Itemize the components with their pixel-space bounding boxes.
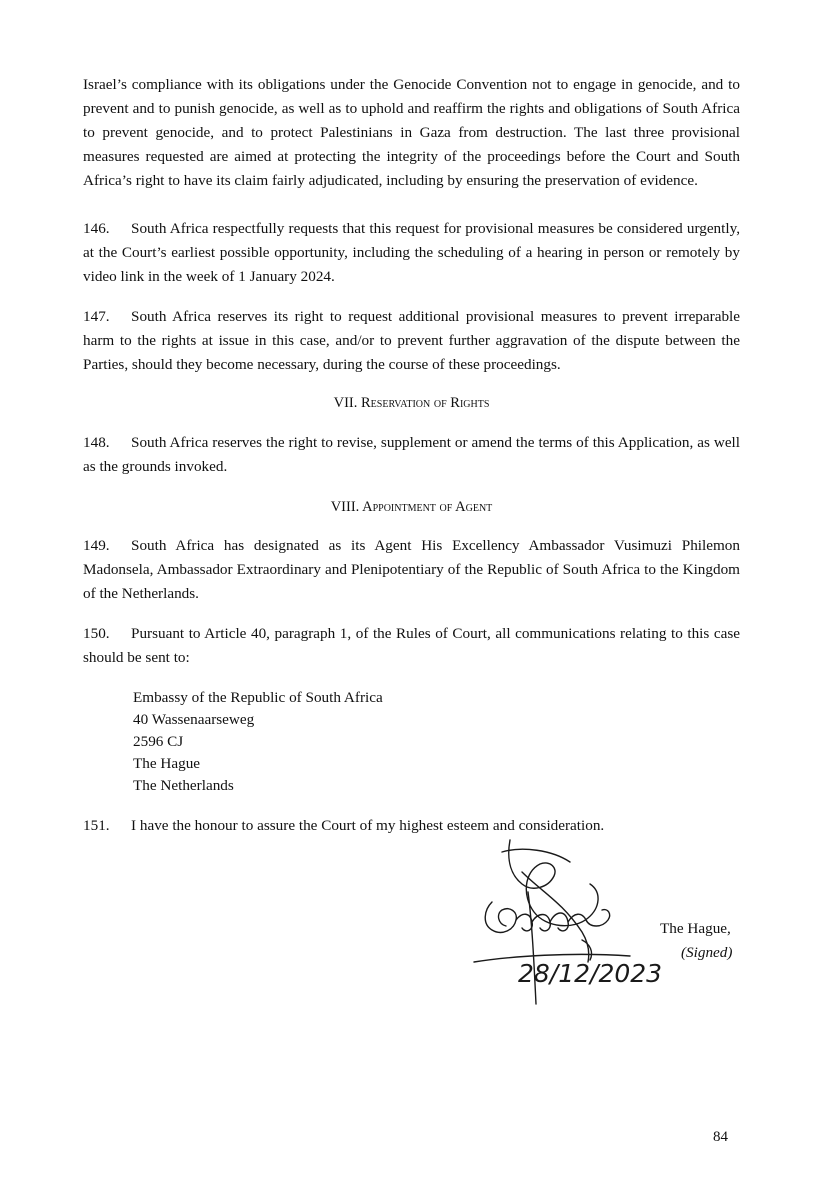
- handwritten-signature: [462, 832, 663, 1012]
- paragraph-text: Israel’s compliance with its obligations under the Genocide Convention not to engage in genocide, and to prevent and to punish genocide, as well as to uphold and reaffirm the rights and obligations of South Africa to prevent genocide, and to protect Palestinians in Gaza from destruction. The last three provisional measures requested are aimed at protecting the integrity of the proceedings before the Court and South Africa’s right to have its claim fairly adjudicated, including by ensuring the preservation of evidence.: [83, 76, 740, 189]
- address-line: 2596 CJ: [133, 733, 184, 750]
- paragraph-149: [83, 534, 740, 606]
- paragraph-text: South Africa reserves its right to request additional provisional measures to prevent irreparable harm to the rights at issue in this case, and/or to prevent further aggravation of the dispute between the Parties, should they become necessary, during the course of these proceedings.: [83, 308, 740, 373]
- signature-date: 28/12/2023: [518, 959, 663, 988]
- page-number: 84: [713, 1129, 728, 1145]
- paragraph-text: South Africa has designated as its Agent His Excellency Ambassador Vusimuzi Philemon Madonsela, Ambassador Extraordinary and Plenipotentiary of the Republic of South Africa to the Kingdom of the Netherlands.: [83, 537, 740, 602]
- address-line: Embassy of the Republic of South Africa: [133, 689, 383, 706]
- paragraph-148: [83, 431, 740, 479]
- embassy-address: [133, 687, 533, 797]
- paragraph-number: 146.: [83, 220, 110, 237]
- paragraph-145-continuation: [83, 73, 740, 193]
- section-heading-appointment-of-agent: VIII. Appointment of Agent: [330, 499, 493, 515]
- paragraph-number: 147.: [83, 308, 110, 325]
- address-line: The Hague: [133, 755, 201, 772]
- signed-note: (Signed): [681, 944, 733, 961]
- paragraph-number: 148.: [83, 434, 110, 451]
- paragraph-number: 150.: [83, 625, 110, 642]
- paragraph-number: 151.: [83, 817, 110, 834]
- address-line: 40 Wassenaarseweg: [133, 711, 255, 728]
- paragraph-150: [83, 622, 740, 670]
- signature-place: The Hague,: [660, 920, 731, 937]
- section-heading-reservation-of-rights: VII. Reservation of Rights: [333, 395, 490, 411]
- paragraph-147: [83, 305, 740, 377]
- address-line: The Netherlands: [133, 777, 234, 794]
- paragraph-text: Pursuant to Article 40, paragraph 1, of the Rules of Court, all communications relating to this case should be sent to:: [83, 625, 740, 666]
- paragraph-text: South Africa reserves the right to revise, supplement or amend the terms of this Application, as well as the grounds invoked.: [83, 434, 740, 475]
- paragraph-text: South Africa respectfully requests that this request for provisional measures be considered urgently, at the Court’s earliest possible opportunity, including the scheduling of a hearing in person or remotely by video link in the week of 1 January 2024.: [83, 220, 740, 285]
- paragraph-text: I have the honour to assure the Court of my highest esteem and consideration.: [131, 817, 605, 834]
- paragraph-146: [83, 217, 740, 289]
- paragraph-number: 149.: [83, 537, 110, 554]
